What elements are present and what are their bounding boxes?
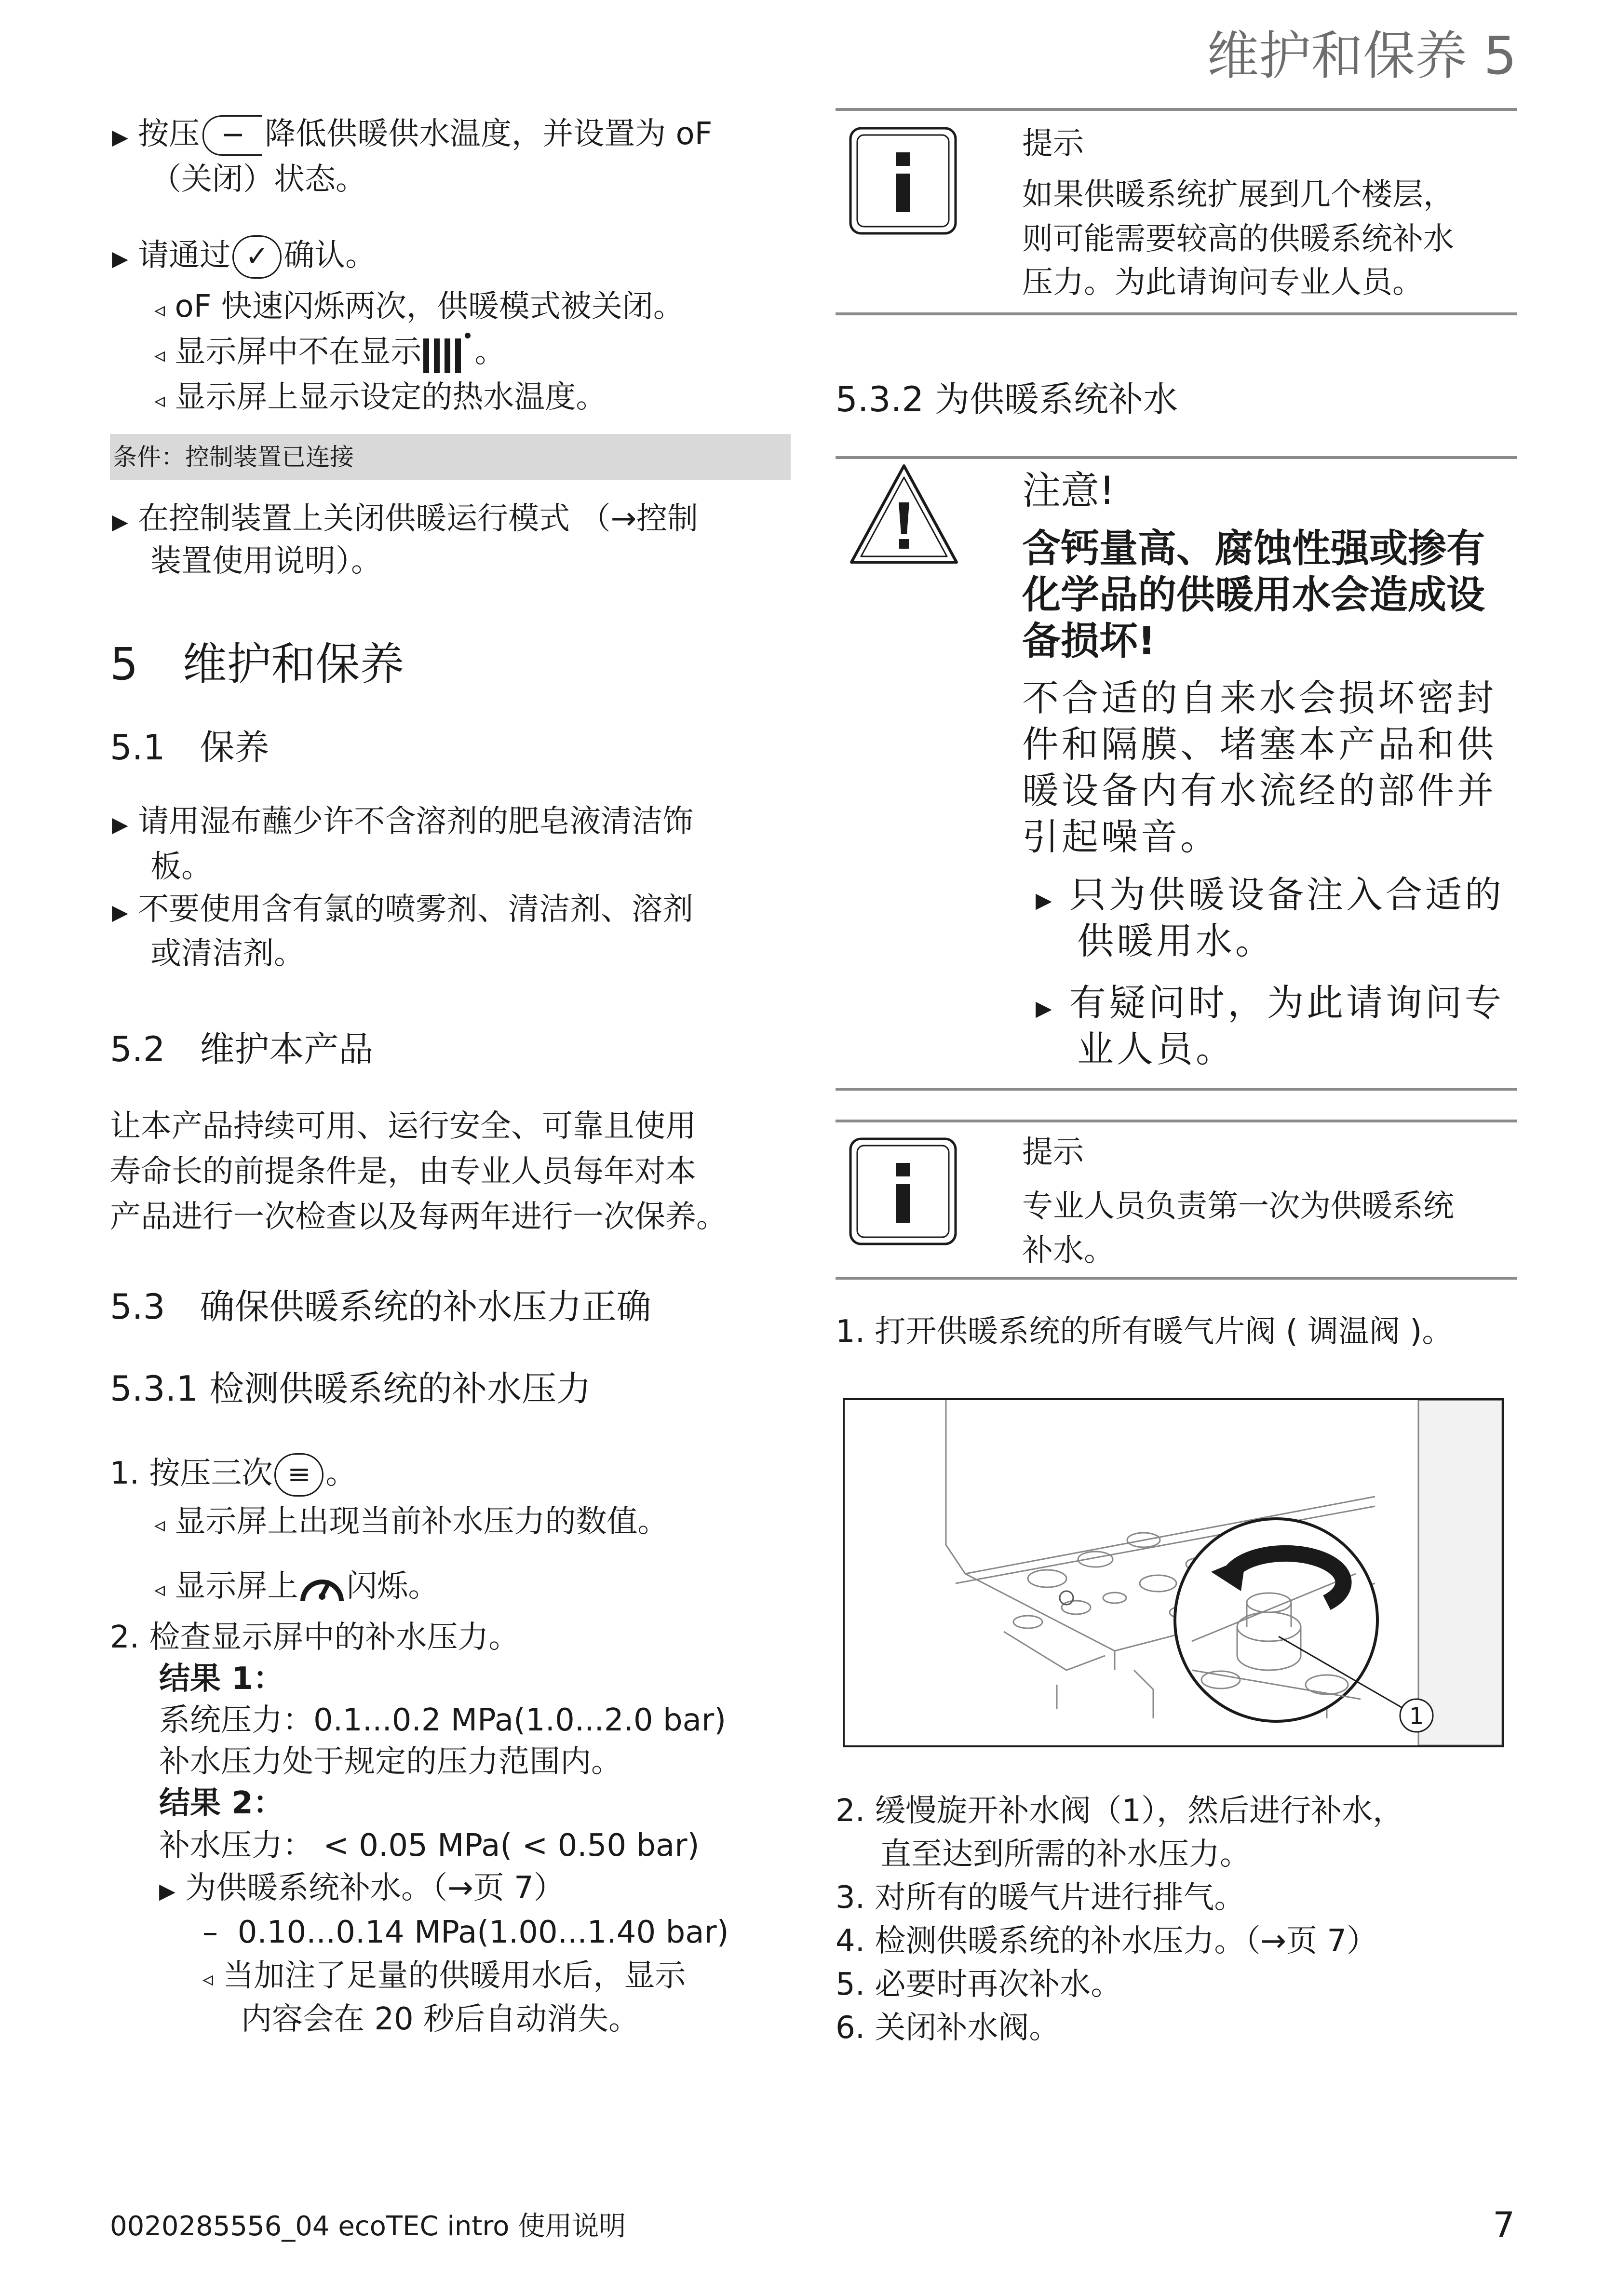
step-confirm: ▶ 请通过 ✓ 确认。 <box>112 233 376 281</box>
tip-1-line: 如果供暖系统扩展到几个楼层， <box>1022 177 1454 213</box>
pressure-gauge-icon <box>298 1568 346 1607</box>
result-2-step: ▶ 为供暖系统补水。（→页 7） <box>159 1870 565 1906</box>
result-1-line: 补水压力处于规定的压力范围内。 <box>159 1744 622 1780</box>
triangle-right-icon: ▶ <box>112 510 128 534</box>
fill-step-2: 2. 缓慢旋开补水阀（1），然后进行补水， <box>836 1793 1404 1829</box>
warning-step-2-cont: 业人员。 <box>1077 1027 1235 1070</box>
triangle-right-icon: ▶ <box>159 1879 175 1904</box>
step-decrease-temp-cont: （关闭）状态。 <box>150 162 366 197</box>
warning-body-line: 不合适的自来水会损坏密封 <box>1022 676 1497 719</box>
care-step-1-cont: 板。 <box>150 849 212 885</box>
tip-2-line: 补水。 <box>1022 1233 1115 1269</box>
fill-step-4: 4. 检测供暖系统的补水压力。（→页 7） <box>836 1923 1378 1959</box>
care-step-2-cont: 或清洁剂。 <box>150 936 305 972</box>
warning-triangle-icon <box>849 463 959 568</box>
tip-1-title: 提示 <box>1022 126 1084 162</box>
tip-1-line: 压力。为此请询问专业人员。 <box>1022 265 1423 300</box>
step-control-off: ▶ 在控制装置上关闭供暖运行模式 （→控制 <box>112 501 699 537</box>
tip-2-top-rule <box>836 1120 1517 1122</box>
maintenance-paragraph-line: 产品进行一次检查以及每两年进行一次保养。 <box>110 1199 727 1235</box>
tip-2-bottom-rule <box>836 1277 1517 1280</box>
triangle-right-icon: ▶ <box>112 246 128 271</box>
result-2-result: ◃ 当加注了足量的供暖用水后，显示 <box>202 1958 686 1994</box>
maintenance-paragraph-line: 让本产品持续可用、运行安全、可靠且使用 <box>110 1108 696 1144</box>
warning-top-rule <box>836 456 1517 459</box>
fill-step-2-cont: 直至达到所需的补水压力。 <box>880 1837 1251 1872</box>
triangle-right-icon: ▶ <box>112 900 128 925</box>
section-title-5-2: 5.2 维护本产品 <box>110 1029 374 1069</box>
warning-body-line: 引起噪音。 <box>1022 815 1220 858</box>
triangle-right-icon: ▶ <box>112 125 128 149</box>
result-no-heating-symbol: ◃ 显示屏中不在显示 。 <box>154 330 505 378</box>
triangle-left-icon: ◃ <box>154 1513 165 1537</box>
result-2-result-cont: 内容会在 20 秒后自动消失。 <box>241 2001 640 2037</box>
step-decrease-temp: ▶ 按压 − 降低供暖供水温度，并设置为 oF <box>112 112 713 160</box>
tip-1-top-rule <box>836 108 1517 111</box>
warning-step-1: ▶ 只为供暖设备注入合适的 <box>1036 873 1505 916</box>
triangle-right-icon: ▶ <box>1036 996 1055 1021</box>
warning-step-1-cont: 供暖用水。 <box>1077 919 1275 962</box>
warning-bottom-rule <box>836 1088 1517 1091</box>
section-title-5-3-1: 5.3.1 检测供暖系统的补水压力 <box>110 1368 592 1409</box>
tip-1-line: 则可能需要较高的供暖系统补水 <box>1022 221 1454 257</box>
section-title-5: 5 维护和保养 <box>110 638 404 690</box>
tip-1-bottom-rule <box>836 312 1517 315</box>
care-step-1: ▶ 请用湿布蘸少许不含溶剂的肥皂液清洁饰 <box>112 804 694 839</box>
warning-body-line: 件和隔膜、堵塞本产品和供 <box>1022 723 1497 766</box>
triangle-left-icon: ◃ <box>202 1967 214 1991</box>
step-control-off-cont: 装置使用说明）。 <box>150 543 382 579</box>
warning-headline: 含钙量高、腐蚀性强或掺有 <box>1022 526 1485 571</box>
triangle-right-icon: ▶ <box>112 812 128 837</box>
section-title-5-3: 5.3 确保供暖系统的补水压力正确 <box>110 1286 651 1327</box>
fill-step-1: 1. 打开供暖系统的所有暖气片阀 ( 调温阀 )。 <box>836 1314 1453 1350</box>
result-1-line: 系统压力：0.1...0.2 MPa(1.0...2.0 bar) <box>159 1702 727 1738</box>
info-icon <box>849 1137 957 1248</box>
result-of-blink: ◃ oF 快速闪烁两次，供暖模式被关闭。 <box>154 289 684 324</box>
result-1-label: 结果 1： <box>159 1661 284 1697</box>
care-step-2: ▶ 不要使用含有氯的喷雾剂、清洁剂、溶剂 <box>112 891 694 927</box>
warning-body-line: 暖设备内有水流经的部件并 <box>1022 769 1497 812</box>
check-key-icon: ✓ <box>232 235 282 279</box>
warning-title: 注意! <box>1022 468 1115 513</box>
maintenance-paragraph-line: 寿命长的前提条件是，由专业人员每年对本 <box>110 1154 696 1189</box>
figure-callout-1: 1 <box>1409 1703 1424 1730</box>
tip-2-line: 专业人员负责第一次为供暖系统 <box>1022 1189 1454 1224</box>
result-dhw-temp: ◃ 显示屏上显示设定的热水温度。 <box>154 379 607 415</box>
section-title-5-3-2: 5.3.2 为供暖系统补水 <box>836 379 1178 419</box>
condition-bar <box>110 434 791 480</box>
footer-document-id: 0020285556_04 ecoTEC intro 使用说明 <box>110 2211 626 2242</box>
triangle-left-icon: ◃ <box>154 297 165 322</box>
info-icon <box>849 126 957 237</box>
warning-headline: 化学品的供暖用水会造成设 <box>1022 572 1485 617</box>
boiler-underside-illustration <box>845 1400 1502 1745</box>
tip-2-title: 提示 <box>1022 1134 1084 1170</box>
warning-step-2: ▶ 有疑问时，为此请询问专 <box>1036 981 1505 1024</box>
minus-key-icon: − <box>202 115 262 156</box>
page-number: 7 <box>1493 2204 1515 2245</box>
result-2-dash-item: – 0.10...0.14 MPa(1.00...1.40 bar) <box>202 1915 729 1950</box>
triangle-left-icon: ◃ <box>154 1577 165 1602</box>
fill-step-6: 6. 关闭补水阀。 <box>836 2010 1060 2046</box>
section-title-5-1: 5.1 保养 <box>110 727 270 768</box>
check-result-1: ◃ 显示屏上出现当前补水压力的数值。 <box>154 1504 669 1540</box>
triangle-left-icon: ◃ <box>154 388 165 413</box>
result-2-line: 补水压力： < 0.05 MPa( < 0.50 bar) <box>159 1828 700 1864</box>
triangle-right-icon: ▶ <box>1036 888 1055 913</box>
triangle-left-icon: ◃ <box>154 343 165 367</box>
fill-step-3: 3. 对所有的暖气片进行排气。 <box>836 1880 1245 1916</box>
result-2-label: 结果 2： <box>159 1785 284 1821</box>
menu-key-icon: ≡ <box>274 1453 324 1497</box>
running-header: 维护和保养 5 <box>1206 26 1517 86</box>
fill-valve-figure <box>843 1398 1504 1747</box>
check-step-2: 2. 检查显示屏中的补水压力。 <box>110 1620 520 1655</box>
check-step-1: 1. 按压三次 ≡ 。 <box>110 1451 356 1497</box>
condition-text: 条件：控制装置已连接 <box>113 443 354 471</box>
heating-symbol-icon <box>421 332 474 375</box>
fill-step-5: 5. 必要时再次补水。 <box>836 1967 1122 2002</box>
check-result-2: ◃ 显示屏上 闪烁。 <box>154 1564 439 1612</box>
warning-headline: 备损坏! <box>1022 619 1156 663</box>
